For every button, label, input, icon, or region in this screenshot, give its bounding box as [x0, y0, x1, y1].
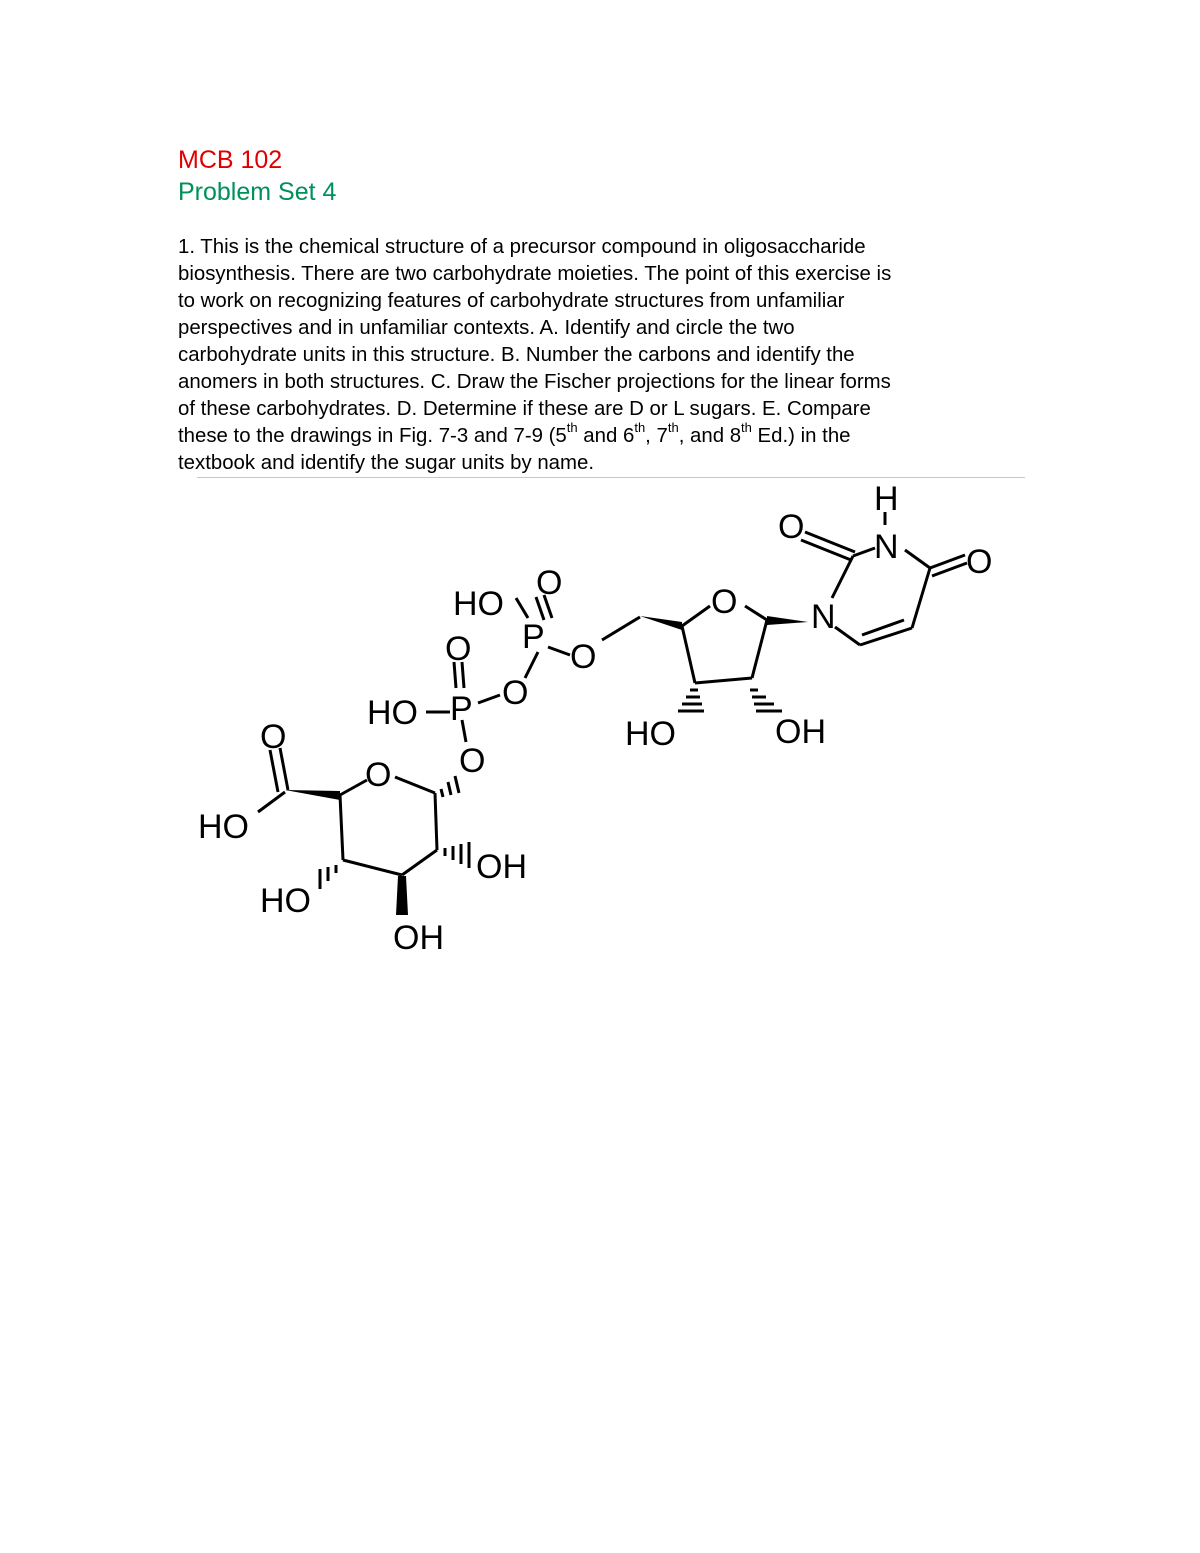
superscript: th [741, 420, 752, 436]
atom-label: O [445, 630, 472, 668]
superscript: th [566, 420, 578, 436]
hashed-bond [678, 690, 704, 711]
atom-label: N [874, 528, 899, 566]
atom-label: HO [260, 882, 311, 920]
atom-label: O [365, 756, 392, 794]
atom-label: OH [476, 848, 527, 886]
atom-label: O [778, 508, 805, 546]
hashed-bond [320, 865, 336, 889]
atom-label: O [502, 674, 529, 712]
atom-label: HO [367, 694, 418, 732]
atom-label: HO [453, 585, 504, 623]
chemical-structure-diagram [180, 478, 1020, 958]
atom-label: O [711, 583, 738, 621]
line-segment: these to the drawings in Fig. 7-3 and 7-9 (5 [178, 425, 567, 447]
problem-set-title: Problem Set 4 [178, 178, 337, 206]
question-line: biosynthesis. There are two carbohydrate moieties. The point of this exercise is [178, 263, 892, 285]
atom-label: P [522, 618, 545, 656]
hashed-bond [445, 842, 469, 868]
question-line: carbohydrate units in this structure. B. Number the carbons and identify the [178, 344, 855, 366]
atom-label: O [570, 638, 597, 676]
atom-label: OH [393, 919, 444, 957]
line-segment: Ed.) in the [751, 425, 851, 447]
question-line: 1. This is the chemical structure of a precursor compound in oligosaccharide [178, 236, 866, 258]
line-segment: , 7 [645, 425, 668, 447]
atom-label: HO [198, 808, 249, 846]
atom-label: O [260, 718, 287, 756]
atom-label: O [536, 564, 563, 602]
question-line: anomers in both structures. C. Draw the Fischer projections for the linear forms [178, 371, 891, 393]
hashed-bond [441, 776, 459, 797]
question-line [178, 420, 1028, 450]
superscript: th [667, 420, 679, 436]
atom-label: O [966, 543, 993, 581]
superscript: th [634, 420, 646, 436]
atom-label: OH [775, 713, 826, 751]
question-line: textbook and identify the sugar units by name. [178, 452, 594, 474]
hashed-bond [750, 690, 782, 711]
course-title: MCB 102 [178, 146, 283, 174]
line-segment: , and 8 [678, 425, 742, 447]
atom-label: H [874, 480, 899, 518]
atom-label: HO [625, 715, 676, 753]
atom-label: N [811, 598, 836, 636]
line-segment: and 6 [577, 425, 635, 447]
question-line: perspectives and in unfamiliar contexts. A. Identify and circle the two [178, 317, 795, 339]
question-text [178, 234, 1028, 477]
atom-label: O [459, 742, 486, 780]
atom-label: P [450, 690, 473, 728]
question-line: of these carbohydrates. D. Determine if these are D or L sugars. E. Compare [178, 398, 871, 420]
question-line: to work on recognizing features of carbohydrate structures from unfamiliar [178, 290, 845, 312]
